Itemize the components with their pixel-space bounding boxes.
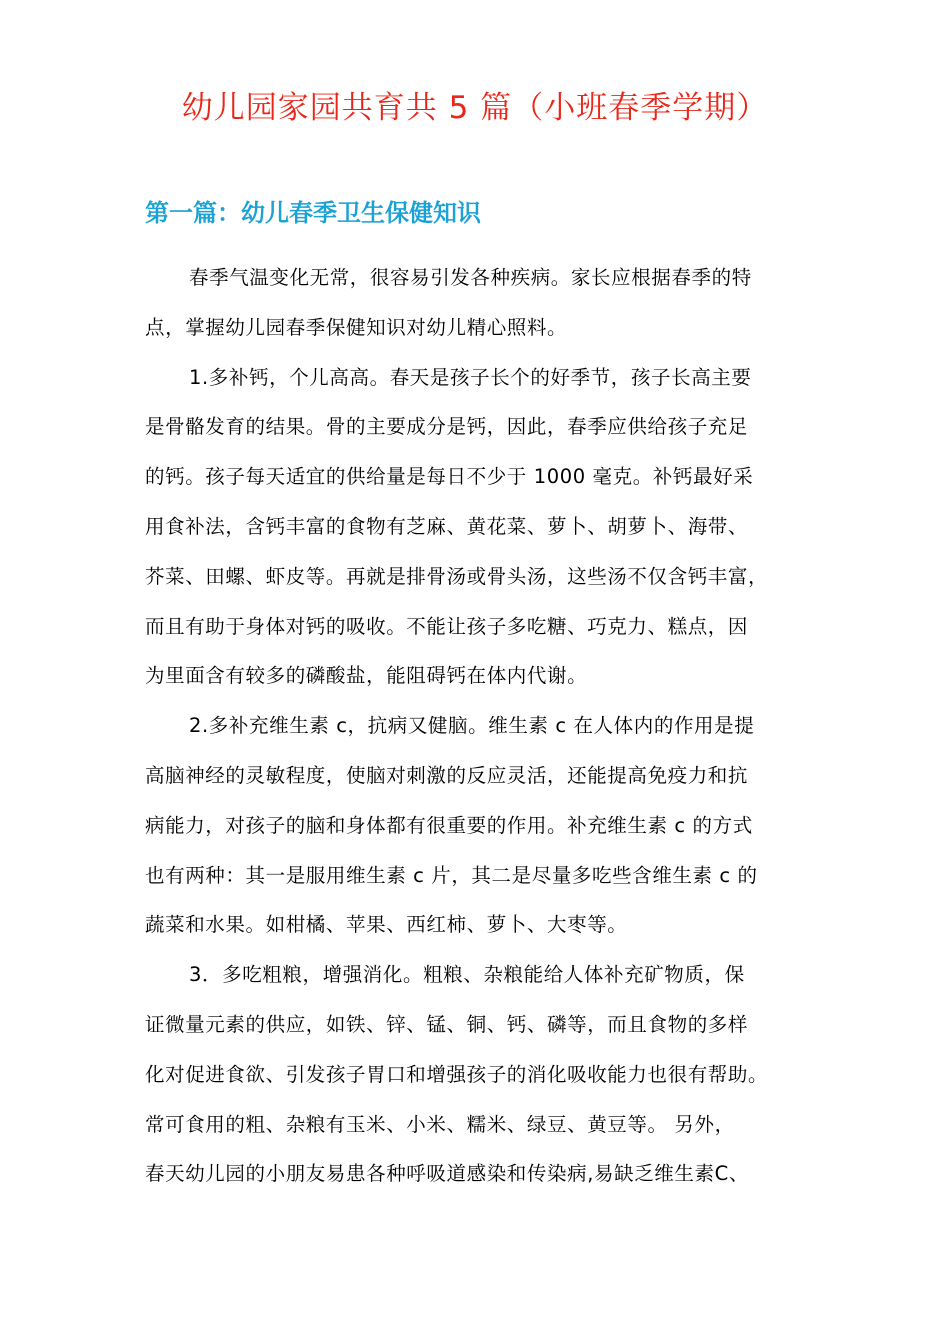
- text-line: 而且有助于身体对钙的吸收。不能让孩子多吃糖、巧克力、糕点，因: [145, 614, 749, 638]
- text-line: 1.多补钙，个儿高高。春天是孩子长个的好季节，孩子长高主要: [189, 365, 752, 389]
- section-heading: 第一篇：幼儿春季卫生保健知识: [145, 199, 481, 227]
- text-line: 用食补法，含钙丰富的食物有芝麻、黄花菜、萝卜、胡萝卜、海带、: [145, 514, 749, 538]
- document-title: 幼儿园家园共育共 5 篇（小班春季学期）: [181, 90, 769, 126]
- text-line: 2.多补充维生素 c，抗病又健脑。维生素 c 在人体内的作用是提: [189, 714, 755, 738]
- text-line: 化对促进食欲、引发孩子胃口和增强孩子的消化吸收能力也很有帮助。: [145, 1062, 769, 1086]
- text-line: 病能力，对孩子的脑和身体都有很重要的作用。补充维生素 c 的方式: [145, 813, 753, 837]
- text-line: 也有两种：其一是服用维生素 c 片，其二是尽量多吃些含维生素 c 的: [145, 863, 758, 887]
- text-line: 蔬菜和水果。如柑橘、苹果、西红柿、萝卜、大枣等。: [145, 913, 628, 937]
- text-line: 春天幼儿园的小朋友易患各种呼吸道感染和传染病,易缺乏维生素C、: [145, 1162, 749, 1186]
- text-line: 3．多吃粗粮，增强消化。粗粮、杂粮能给人体补充矿物质，保: [189, 963, 745, 987]
- paragraph-intro: [145, 253, 825, 353]
- text-line: 芥菜、田螺、虾皮等。再就是排骨汤或骨头汤，这些汤不仅含钙丰富，: [145, 564, 769, 588]
- text-line: 证微量元素的供应，如铁、锌、锰、铜、钙、磷等，而且食物的多样: [145, 1012, 749, 1036]
- text-line: 的钙。孩子每天适宜的供给量是每日不少于 1000 毫克。补钙最好采: [145, 465, 754, 489]
- paragraph-vitamin-c: [145, 701, 825, 950]
- paragraph-calcium: [145, 353, 825, 702]
- text-line: 高脑神经的灵敏程度，使脑对刺激的反应灵活，还能提高免疫力和抗: [145, 763, 749, 787]
- text-line: 为里面含有较多的磷酸盐，能阻碍钙在体内代谢。: [145, 664, 588, 688]
- section-body: [145, 253, 825, 1199]
- text-line: 常可食用的粗、杂粮有玉米、小米、糯米、绿豆、黄豆等。 另外，: [145, 1112, 735, 1136]
- text-line: 春季气温变化无常，很容易引发各种疾病。家长应根据春季的特: [189, 266, 752, 289]
- text-line: 是骨骼发育的结果。骨的主要成分是钙，因此，春季应供给孩子充足: [145, 415, 749, 439]
- paragraph-coarse-grains: [145, 950, 825, 1199]
- text-line: 点，掌握幼儿园春季保健知识对幼儿精心照料。: [145, 315, 568, 339]
